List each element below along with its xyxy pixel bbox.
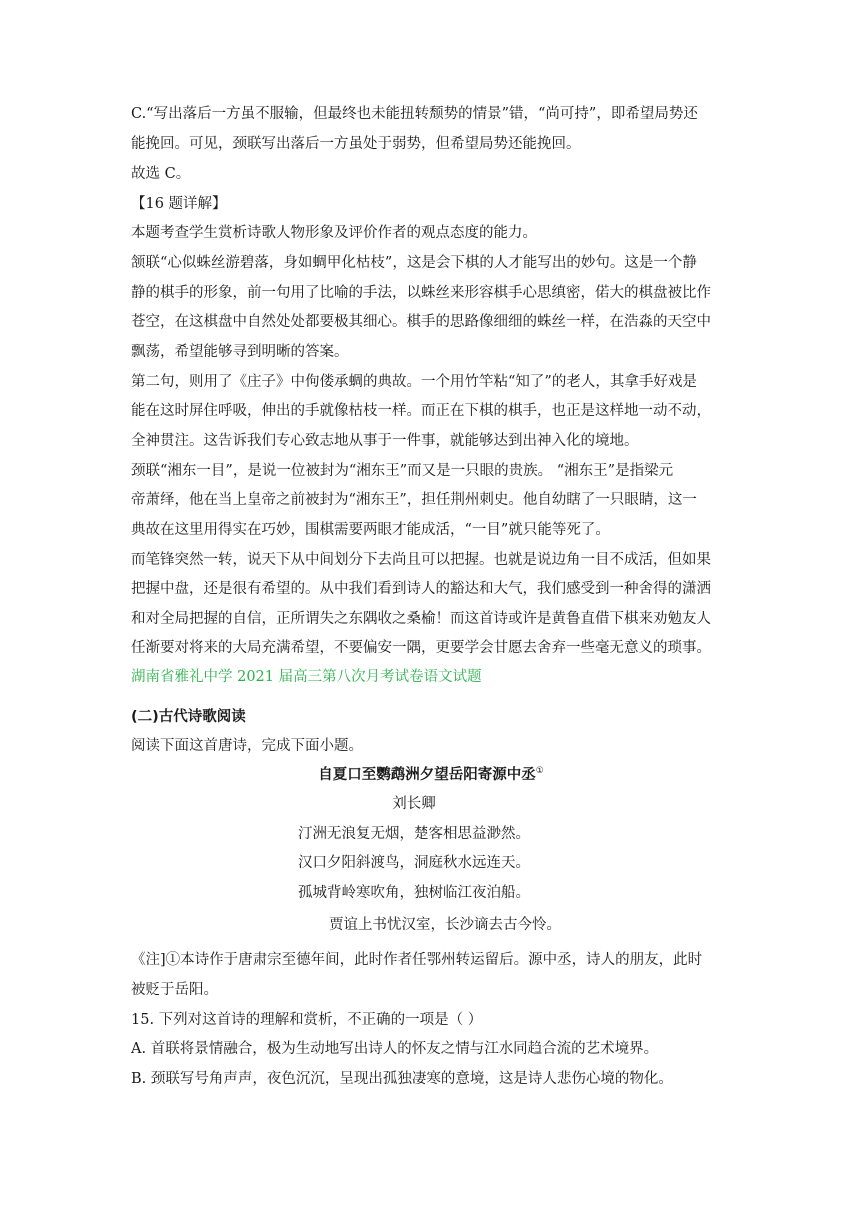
q16-p2-line-3: 全神贯注。这告诉我们专心致志地从事于一件事，就能够达到出神入化的境地。 <box>131 433 639 449</box>
section-instruction: 阅读下面这首唐诗，完成下面小题。 <box>131 738 363 754</box>
answer-c-conclusion: 故选 C。 <box>131 166 191 182</box>
answer-c-line-1: C.“写出落后一方虽不服输，但最终也未能扭转颓势的情景”错，“尚可持”，即希望局势还 <box>131 106 698 122</box>
poem-line-3: 孤城背岭寒吹角，独树临江夜泊船。 <box>298 885 530 901</box>
poem-title <box>131 765 731 785</box>
q16-p4-line-2: 把握中盘，还是很有希望的。从中我们看到诗人的豁达和大气，我们感受到一种舍得的潇洒 <box>131 581 711 597</box>
q16-p1-line-4: 飘荡，希望能够寻到明晰的答案。 <box>131 344 349 360</box>
note-line-1: 《注]①本诗作于唐肃宗至德年间，此时作者任鄂州转运留后。源中丞，诗人的朋友，此时 <box>131 952 703 968</box>
q16-p3-line-2: 帝萧绎，他在当上皇帝之前被封为“湘东王”，担任荆州刺史。他自幼瞎了一只眼睛，这一 <box>131 492 697 508</box>
q16-p4-line-4: 任渐要对将来的大局充满希望，不要偏安一隅，更要学会甘愿去舍弃一些毫无意义的琐事。 <box>131 640 711 656</box>
poem-line-4: 贾谊上书忧汉室，长沙谪去古今怜。 <box>329 917 561 933</box>
q16-header: 【16 题详解】 <box>131 196 227 212</box>
q16-p1-line-2: 静的棋手的形象，前一句用了比喻的手法，以蛛丝来形容棋手心思缜密，偌大的棋盘被比作 <box>131 285 711 301</box>
q16-p2-line-1: 第二句，则用了《庄子》中佝偻承蜩的典故。一个用竹竿粘“知了”的老人，其拿手好戏是 <box>131 374 697 390</box>
section-heading: (二)古代诗歌阅读 <box>131 709 246 725</box>
q16-p4-line-3: 和对全局把握的自信，正所谓失之东隅收之桑榆！而这首诗或许是黄鲁直借下棋来劝勉友人 <box>131 611 711 627</box>
q16-p3-line-1: 颈联“湘东一目”，是说一位被封为“湘东王”而又是一只眼的贵族。 “湘东王”是指梁元 <box>131 463 674 479</box>
question-15-stem: 15. 下列对这首诗的理解和赏析，不正确的一项是（ ） <box>131 1012 483 1028</box>
poem-title-note-mark: ① <box>535 766 544 776</box>
question-15-option-b: B. 颈联写号角声声，夜色沉沉，呈现出孤独凄寒的意境，这是诗人悲伤心境的物化。 <box>131 1071 673 1087</box>
q16-p3-line-3: 典故在这里用得实在巧妙，围棋需要两眼才能成活，“一目”就只能等死了。 <box>131 522 610 538</box>
q16-p4-line-1: 而笔锋突然一转，说天下从中间划分下去尚且可以把握。也就是说边角一目不成活，但如果 <box>131 552 711 568</box>
poem-line-2: 汉口夕阳斜渡鸟，洞庭秋水远连天。 <box>298 855 530 871</box>
q16-intro: 本题考查学生赏析诗歌人物形象及评价作者的观点态度的能力。 <box>131 225 537 241</box>
q16-p1-line-3: 苍空，在这棋盘中自然处处都要极其细心。棋手的思路像细细的蛛丝一样，在浩淼的天空中 <box>131 314 711 330</box>
q16-p2-line-2: 能在这时屏住呼吸，伸出的手就像枯枝一样。而正在下棋的棋手，也正是这样地一动不动， <box>131 403 711 419</box>
question-15-option-a: A. 首联将景情融合，极为生动地写出诗人的怀友之情与江水同趋合流的艺术境界。 <box>131 1041 659 1057</box>
note-line-2: 被贬于岳阳。 <box>131 982 218 998</box>
answer-c-line-2: 能挽回。可见，颈联写出落后一方虽处于弱势，但希望局势还能挽回。 <box>131 136 581 152</box>
source-citation: 湖南省雅礼中学 2021 届高三第八次月考试卷语文试题 <box>131 669 482 685</box>
poem-author: 刘长卿 <box>392 796 436 812</box>
q16-p1-line-1: 颔联“心似蛛丝游碧落，身如蜩甲化枯枝”，这是会下棋的人才能写出的妙句。这是一个静 <box>131 255 697 271</box>
poem-line-1: 汀洲无浪复无烟，楚客相思益渺然。 <box>298 826 530 842</box>
poem-title-text: 自夏口至鹦鹉洲夕望岳阳寄源中丞 <box>318 767 536 783</box>
